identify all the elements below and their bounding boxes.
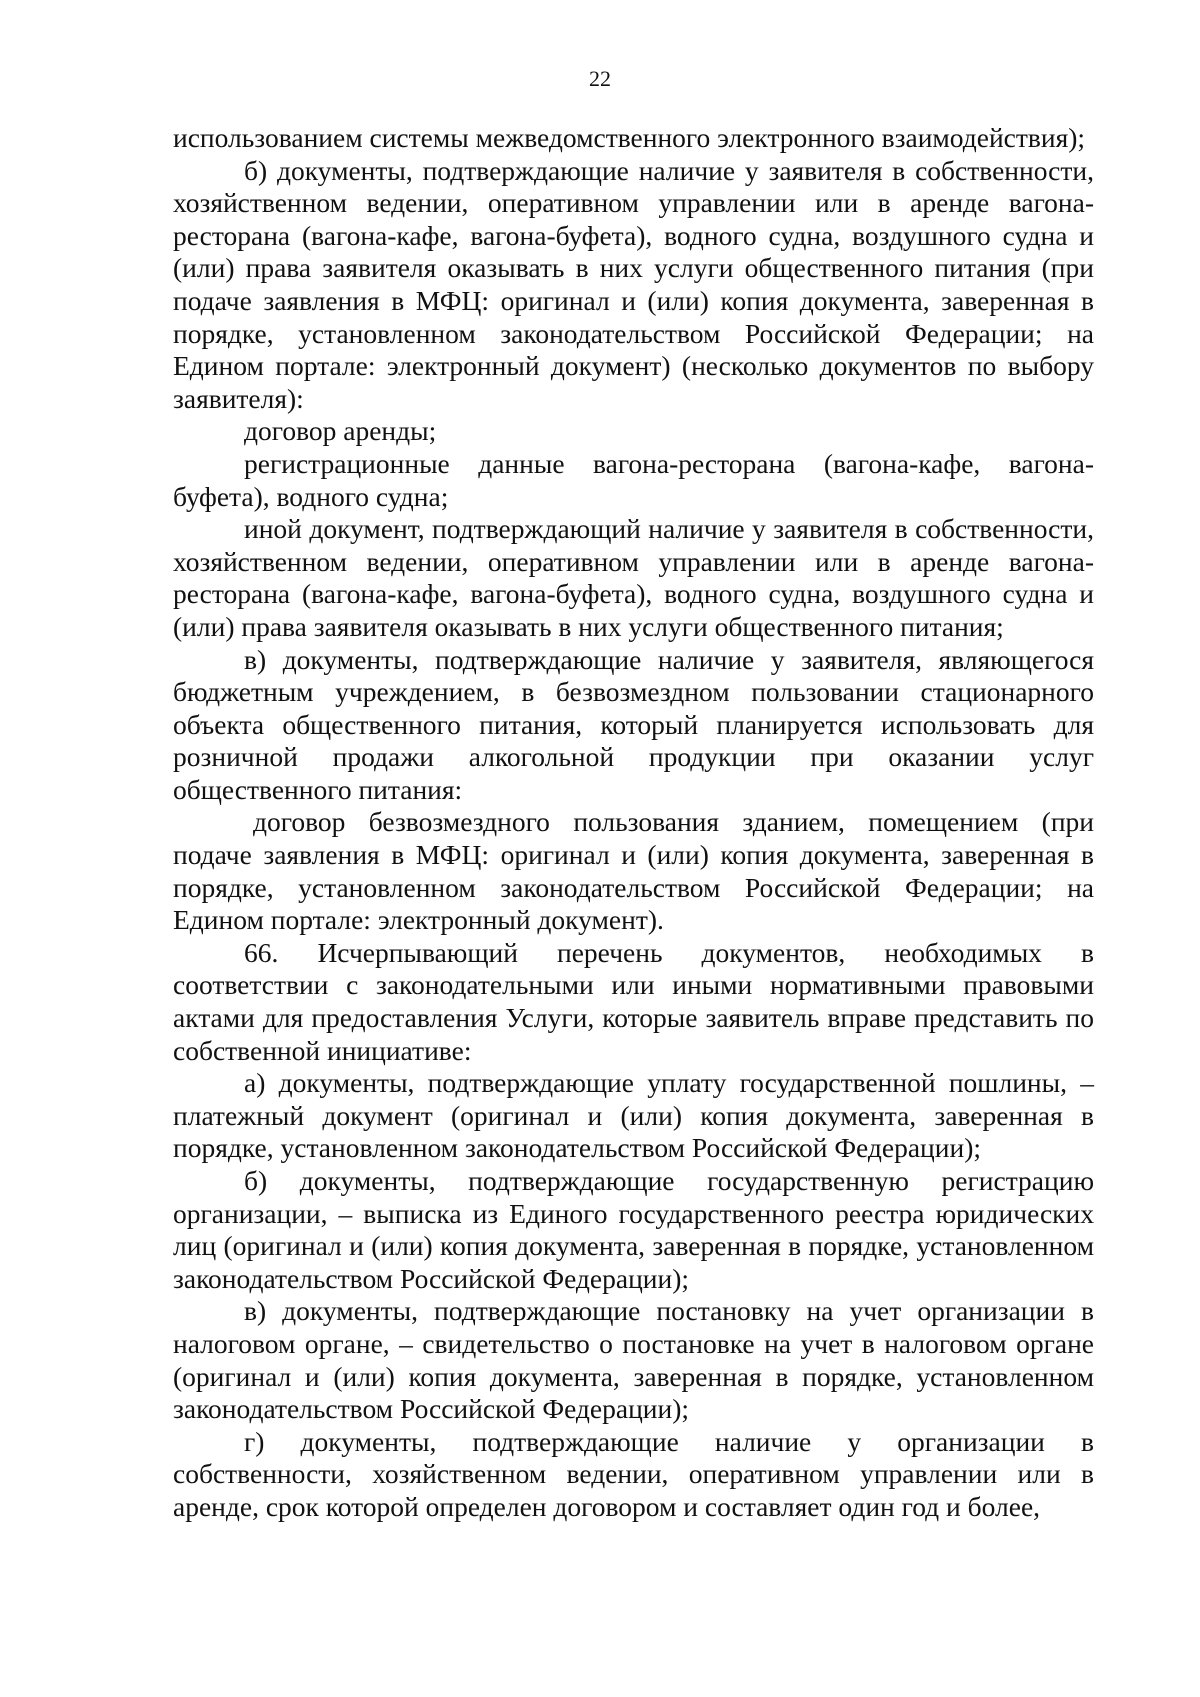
paragraph-66: 66. Исчерпывающий перечень документов, необходимых в соответствии с законодательными или иными нормативными правовыми актами для предоставления Услуги, которые заявитель вправе представить по собственной инициативе:: [173, 936, 1094, 1066]
paragraph-other-document: иной документ, подтверждающий наличие у заявителя в собственности, хозяйственном ведении, оперативном управлении или в аренде вагона-ресторана (вагона-кафе, вагона-буфета), водного судна, воздушного судна и (или) права заявителя оказывать в них услуги общественного питания;: [173, 513, 1094, 642]
paragraph-66-item-g: г) документы, подтверждающие наличие у организации в собственности, хозяйственном ведении, оперативном управлении или в аренде, срок которой определен договором и составляет один год и более,: [173, 1425, 1094, 1522]
paragraph-66-item-b: б) документы, подтверждающие государственную регистрацию организации, – выписка из Единого государственного реестра юридических лиц (оригинал и (или) копия документа, заверенная в порядке, установленном законодательством Российской Федерации);: [173, 1165, 1094, 1294]
page-number: 22: [589, 66, 611, 91]
paragraph-lease-agreement: договор аренды;: [244, 415, 437, 447]
paragraph-free-use-agreement: договор безвозмездного пользования зданием, помещением (при подаче заявления в МФЦ: оригинал и (или) копия документа, заверенная в порядке, установленном законодательством Российской Федерации; на Едином портале: электронный документ).: [173, 806, 1094, 936]
paragraph-registration-data: регистрационные данные вагона-ресторана (вагона-кафе, вагона-буфета), водного судна;: [173, 447, 1094, 512]
body-text: [173, 122, 1094, 1524]
paragraph-continuation: использованием системы межведомственного электронного взаимодействия);: [173, 122, 1086, 153]
paragraph-item-b: б) документы, подтверждающие наличие у заявителя в собственности, хозяйственном ведении, оперативном управлении или в аренде вагона-ресторана (вагона-кафе, вагона-буфета), водного судна, воздушного судна и (или) права заявителя оказывать в них услуги общественного питания (при подаче заявления в МФЦ: оригинал и (или) копия документа, заверенная в порядке, установленном законодательством Российской Федерации; на Едином портале: электронный документ) (несколько документов по выбору заявителя):: [173, 154, 1094, 414]
paragraph-item-v: в) документы, подтверждающие наличие у заявителя, являющегося бюджетным учреждением, в безвозмездном пользовании стационарного объекта общественного питания, который планируется использовать для розничной продажи алкогольной продукции при оказании услуг общественного питания:: [173, 643, 1094, 805]
paragraph-66-item-v: в) документы, подтверждающие постановку на учет организации в налоговом органе, – свидетельство о постановке на учет в налоговом органе (оригинал и (или) копия документа, заверенная в порядке, установленном законодательством Российской Федерации);: [173, 1295, 1094, 1425]
paragraph-66-item-a: а) документы, подтверждающие уплату государственной пошлины, – платежный документ (оригинал и (или) копия документа, заверенная в порядке, установленном законодательством Российской Федерации);: [173, 1067, 1094, 1164]
